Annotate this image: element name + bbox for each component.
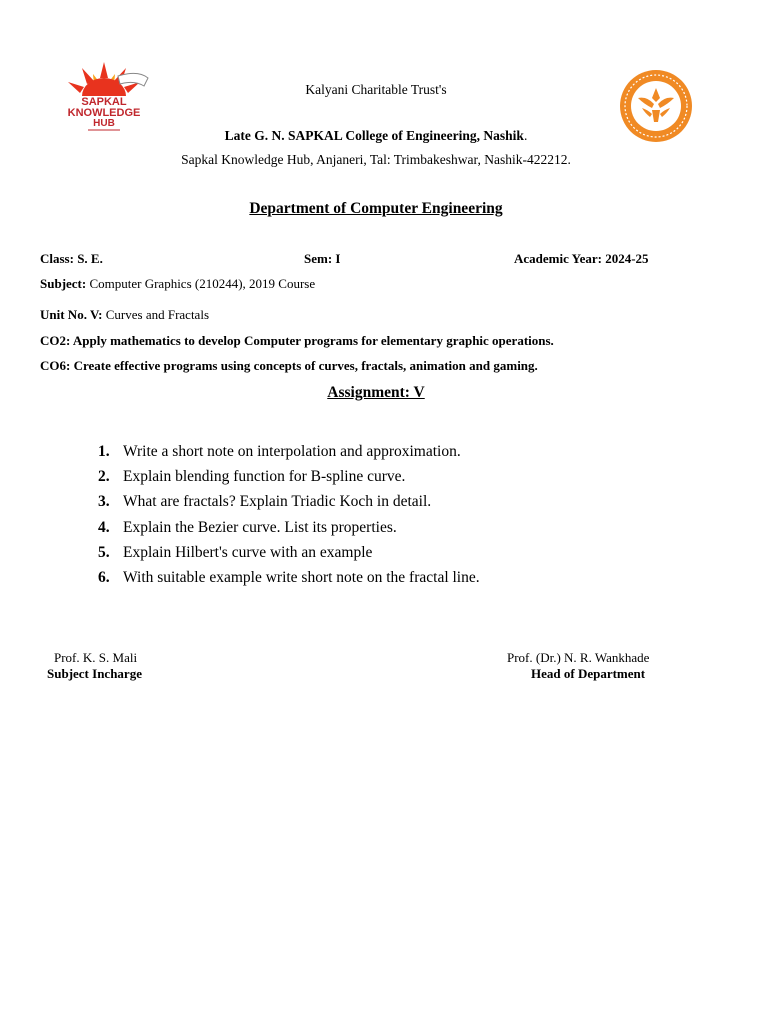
question-item [98, 544, 698, 569]
question-text: What are fractals? Explain Triadic Koch in detail. [123, 493, 432, 511]
college-name-suffix: . [523, 128, 528, 143]
subject-label: Subject: [40, 276, 90, 291]
unit-label: Unit No. V: [40, 307, 106, 322]
question-number: 5. [98, 543, 110, 561]
class-label: Class: S. E. [40, 251, 103, 266]
question-text: Write a short note on interpolation and approximation. [123, 443, 461, 460]
college-address: Sapkal Knowledge Hub, Anjaneri, Tal: Trimbakeshwar, Nashik-422212. [181, 152, 571, 167]
question-text: Explain blending function for B-spline curve. [123, 468, 406, 486]
question-item [98, 443, 698, 468]
logo-text-line2: KNOWLEDGE [67, 107, 141, 119]
question-text: Explain the Bezier curve. List its properties. [123, 518, 397, 536]
question-text: With suitable example write short note on the fractal line. [123, 568, 480, 586]
question-item [98, 493, 698, 518]
subject-incharge-name: Prof. K. S. Mali [54, 650, 138, 665]
subject-value: Computer Graphics (210244), 2019 Course [89, 276, 316, 291]
unit-value: Curves and Fractals [105, 307, 210, 322]
question-item [98, 468, 698, 493]
question-text: Explain Hilbert's curve with an example [123, 543, 373, 561]
college-name: Late G. N. SAPKAL College of Engineering, Nashik [224, 128, 524, 143]
hod-title: Head of Department [531, 666, 646, 681]
question-number: 4. [98, 518, 110, 536]
unit-line [40, 307, 209, 323]
question-list [98, 443, 698, 594]
co2-outcome: CO2: Apply mathematics to develop Computer programs for elementary graphic operations. [40, 333, 554, 348]
question-number: 1. [98, 443, 110, 460]
subject-line [40, 276, 315, 292]
question-item [98, 519, 698, 544]
logo-text-line1: SAPKAL [81, 96, 127, 108]
college-name-line [0, 128, 752, 144]
academic-year-label: Academic Year: 2024-25 [514, 251, 649, 266]
question-number: 3. [98, 493, 110, 511]
trust-name: Kalyani Charitable Trust's [305, 82, 447, 97]
question-number: 2. [98, 468, 110, 486]
co6-outcome: CO6: Create effective programs using concepts of curves, fractals, animation and gaming. [40, 358, 538, 373]
question-number: 6. [98, 568, 110, 586]
assignment-title: Assignment: V [327, 384, 425, 401]
logo-text-line3: HUB [93, 118, 115, 129]
department-title: Department of Computer Engineering [249, 200, 503, 217]
subject-incharge-title: Subject Incharge [47, 666, 142, 681]
question-item [98, 569, 698, 594]
hod-name: Prof. (Dr.) N. R. Wankhade [507, 650, 650, 665]
sem-label: Sem: I [304, 251, 341, 266]
